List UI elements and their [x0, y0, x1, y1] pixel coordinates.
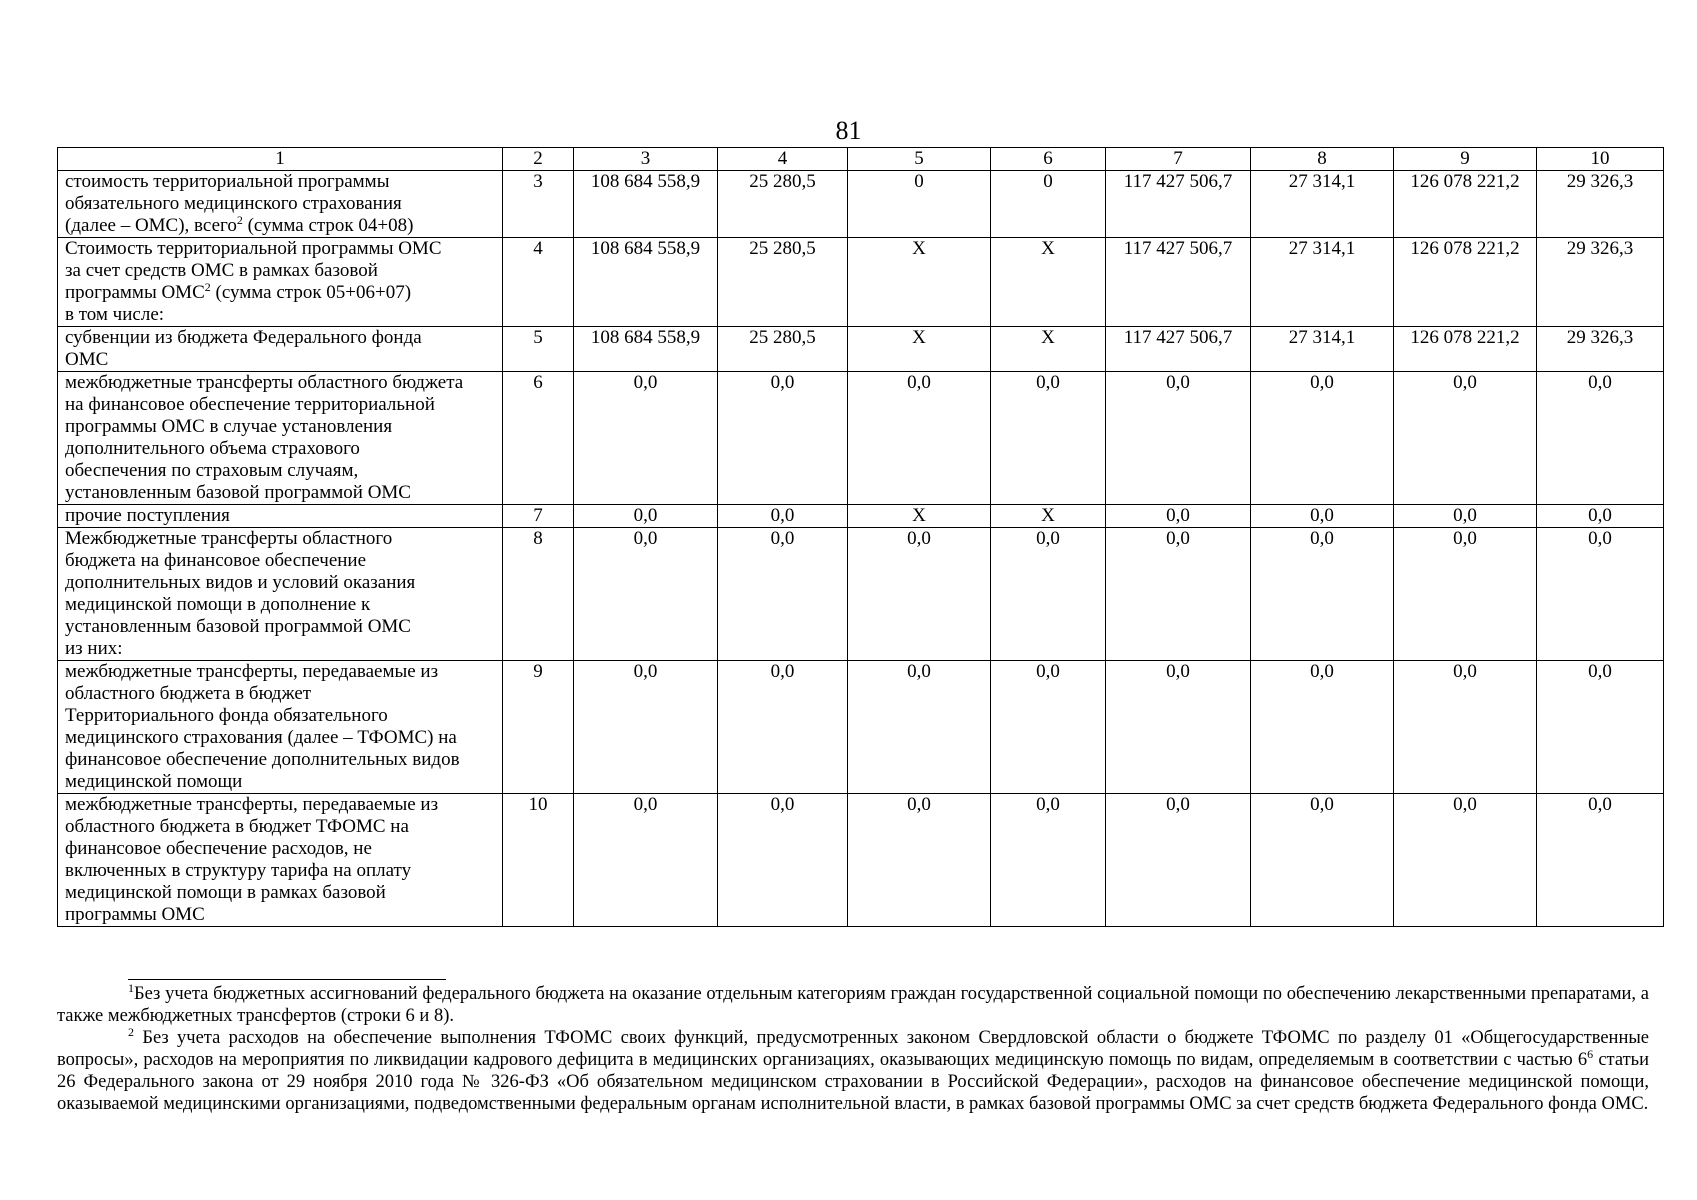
- value-cell: 0,0: [1251, 528, 1394, 661]
- value-cell: 0,0: [1394, 505, 1537, 528]
- row-description: [58, 505, 503, 528]
- row-description-line: дополнительного объема страхового: [65, 438, 360, 459]
- row-description: [58, 372, 503, 505]
- value-cell: 0,0: [1537, 794, 1664, 927]
- footnote-2-text: Без учета расходов на обеспечение выполнения ТФОМС своих функций, предусмотренных законом Свердловской области о бюджете ТФОМС по разделу 01 «Общегосударственные вопросы», расходов на мероприятия по ликвидации кадрового дефицита в медицинских организациях, оказывающих медицинскую помощь по видам, определяемым в соответствии с частью 6: [57, 1028, 1649, 1070]
- row-description-line: на финансовое обеспечение территориальной: [65, 394, 435, 415]
- footnote-2-mark: 2: [128, 1025, 134, 1039]
- row-description-line: программы ОМС: [65, 904, 205, 925]
- value-cell: 0,0: [574, 505, 718, 528]
- table-row: [58, 238, 1664, 327]
- row-description-line: включенных в структуру тарифа на оплату: [65, 860, 412, 881]
- value-cell: 0,0: [1537, 661, 1664, 794]
- value-cell: 0,0: [1394, 794, 1537, 927]
- value-cell: 0,0: [1106, 505, 1251, 528]
- column-number-header: 6: [991, 148, 1106, 171]
- table-row: [58, 372, 1664, 505]
- row-description-tail: (сумма строк 05+06+07): [210, 282, 412, 303]
- value-cell: 126 078 221,2: [1394, 171, 1537, 238]
- row-description-line: Стоимость территориальной программы ОМС: [65, 238, 442, 259]
- row-description-line: (далее – ОМС), всего: [65, 215, 237, 236]
- footnote-2-superscript: 6: [1587, 1047, 1594, 1061]
- value-cell: 27 314,1: [1251, 327, 1394, 372]
- table-row: [58, 661, 1664, 794]
- value-cell: 126 078 221,2: [1394, 238, 1537, 327]
- value-cell: 0: [991, 171, 1106, 238]
- value-cell: X: [848, 327, 991, 372]
- value-cell: 117 427 506,7: [1106, 171, 1251, 238]
- row-description-line: медицинской помощи: [65, 771, 243, 792]
- value-cell: 0,0: [574, 528, 718, 661]
- value-cell: 0,0: [1251, 661, 1394, 794]
- row-description-line: установленным базовой программой ОМС: [65, 482, 411, 503]
- value-cell: 0,0: [848, 528, 991, 661]
- value-cell: 117 427 506,7: [1106, 238, 1251, 327]
- value-cell: 0,0: [1251, 372, 1394, 505]
- footnotes: [57, 983, 1649, 1115]
- row-description-line: медицинской помощи в рамках базовой: [65, 882, 386, 903]
- row-number-cell: 4: [503, 238, 574, 327]
- row-description: [58, 528, 503, 661]
- value-cell: 0,0: [1106, 661, 1251, 794]
- value-cell: 117 427 506,7: [1106, 327, 1251, 372]
- row-description-line: стоимость территориальной программы: [65, 171, 390, 192]
- value-cell: 0,0: [1394, 372, 1537, 505]
- value-cell: X: [991, 238, 1106, 327]
- column-number-header: 7: [1106, 148, 1251, 171]
- value-cell: X: [848, 505, 991, 528]
- value-cell: 25 280,5: [718, 238, 848, 327]
- value-cell: 0,0: [1106, 528, 1251, 661]
- table-row: [58, 528, 1664, 661]
- row-description-line: в том числе:: [65, 304, 165, 325]
- value-cell: 0,0: [1106, 794, 1251, 927]
- table-row: [58, 327, 1664, 372]
- value-cell: 126 078 221,2: [1394, 327, 1537, 372]
- value-cell: 0,0: [991, 661, 1106, 794]
- footnote-reference: 2: [204, 280, 211, 294]
- row-number-cell: 6: [503, 372, 574, 505]
- row-description-line: ОМС: [65, 349, 109, 370]
- column-number-header: 8: [1251, 148, 1394, 171]
- row-description-line: областного бюджета в бюджет ТФОМС на: [65, 816, 409, 837]
- row-number-cell: 8: [503, 528, 574, 661]
- footnote-reference: 2: [236, 213, 243, 227]
- row-number-cell: 9: [503, 661, 574, 794]
- value-cell: X: [991, 327, 1106, 372]
- row-description-line: прочие поступления: [65, 505, 230, 526]
- row-description-line: обеспечения по страховым случаям,: [65, 460, 359, 481]
- value-cell: 0,0: [574, 661, 718, 794]
- value-cell: 0,0: [1537, 505, 1664, 528]
- footnote-divider: [128, 979, 446, 980]
- page-number: 81: [835, 116, 862, 145]
- value-cell: 0,0: [1537, 528, 1664, 661]
- value-cell: 0,0: [718, 794, 848, 927]
- value-cell: 0,0: [1537, 372, 1664, 505]
- footnote-1: [57, 983, 1649, 1027]
- value-cell: 0,0: [1251, 505, 1394, 528]
- row-description: [58, 661, 503, 794]
- row-description-line: Территориального фонда обязательного: [65, 705, 388, 726]
- row-description-line: программы ОМС в случае установления: [65, 416, 393, 437]
- value-cell: 0,0: [718, 372, 848, 505]
- value-cell: 108 684 558,9: [574, 171, 718, 238]
- value-cell: 0,0: [574, 372, 718, 505]
- row-description: [58, 794, 503, 927]
- footnote-2-text-end: статьи 26 Федерального закона от 29 ноября 2010 года № 326-ФЗ «Об обязательном медицинском страховании в Российской Федерации», расходов на финансовое обеспечение медицинской помощи, оказываемой медицинскими организациями, подведомственными федеральным органам исполнительной власти, в рамках базовой программы ОМС за счет средств бюджета Федерального фонда ОМС.: [57, 1050, 1649, 1114]
- row-description-line: дополнительных видов и условий оказания: [65, 572, 416, 593]
- value-cell: 0,0: [718, 528, 848, 661]
- value-cell: 108 684 558,9: [574, 327, 718, 372]
- row-description-line: за счет средств ОМС в рамках базовой: [65, 260, 378, 281]
- value-cell: 29 326,3: [1537, 238, 1664, 327]
- value-cell: X: [848, 238, 991, 327]
- row-description-line: бюджета на финансовое обеспечение: [65, 550, 367, 571]
- value-cell: 0: [848, 171, 991, 238]
- column-number-header: 4: [718, 148, 848, 171]
- value-cell: 0,0: [991, 372, 1106, 505]
- value-cell: 0,0: [1251, 794, 1394, 927]
- value-cell: 0,0: [718, 661, 848, 794]
- value-cell: 25 280,5: [718, 171, 848, 238]
- row-description-line: обязательного медицинского страхования: [65, 193, 402, 214]
- row-description-tail: (сумма строк 04+08): [242, 215, 414, 236]
- value-cell: 29 326,3: [1537, 171, 1664, 238]
- row-number-cell: 3: [503, 171, 574, 238]
- value-cell: 0,0: [1394, 528, 1537, 661]
- row-description-line: из них:: [65, 638, 123, 659]
- row-description-line: медицинской помощи в дополнение к: [65, 594, 371, 615]
- value-cell: 0,0: [1106, 372, 1251, 505]
- column-number-header: 5: [848, 148, 991, 171]
- row-description-line: финансовое обеспечение расходов, не: [65, 838, 372, 859]
- row-description-line: межбюджетные трансферты, передаваемые из: [65, 794, 439, 815]
- column-number-header: 1: [58, 148, 503, 171]
- value-cell: 0,0: [574, 794, 718, 927]
- column-number-header: 2: [503, 148, 574, 171]
- value-cell: 0,0: [991, 528, 1106, 661]
- value-cell: 0,0: [1394, 661, 1537, 794]
- table-row: [58, 171, 1664, 238]
- footnote-2: [57, 1027, 1649, 1115]
- row-description-line: межбюджетные трансферты областного бюджета: [65, 372, 464, 393]
- table-row: [58, 505, 1664, 528]
- row-description-line: областного бюджета в бюджет: [65, 683, 312, 704]
- row-description: [58, 171, 503, 238]
- row-description-line: Межбюджетные трансферты областного: [65, 528, 393, 549]
- row-description-line: субвенции из бюджета Федерального фонда: [65, 327, 422, 348]
- value-cell: X: [991, 505, 1106, 528]
- column-number-header: 9: [1394, 148, 1537, 171]
- row-description-line: финансовое обеспечение дополнительных видов: [65, 749, 460, 770]
- footnote-1-mark: 1: [128, 981, 134, 995]
- column-number-header: 3: [574, 148, 718, 171]
- value-cell: 29 326,3: [1537, 327, 1664, 372]
- value-cell: 27 314,1: [1251, 171, 1394, 238]
- row-description-line: установленным базовой программой ОМС: [65, 616, 411, 637]
- value-cell: 0,0: [718, 505, 848, 528]
- value-cell: 0,0: [848, 794, 991, 927]
- value-cell: 0,0: [991, 794, 1106, 927]
- row-number-cell: 5: [503, 327, 574, 372]
- row-description-line: медицинского страхования (далее – ТФОМС) на: [65, 727, 457, 748]
- row-number-cell: 7: [503, 505, 574, 528]
- value-cell: 27 314,1: [1251, 238, 1394, 327]
- row-description: [58, 238, 503, 327]
- row-number-cell: 10: [503, 794, 574, 927]
- budget-table: [57, 147, 1664, 927]
- value-cell: 108 684 558,9: [574, 238, 718, 327]
- column-number-header: 10: [1537, 148, 1664, 171]
- value-cell: 0,0: [848, 372, 991, 505]
- value-cell: 25 280,5: [718, 327, 848, 372]
- row-description-line: программы ОМС: [65, 282, 205, 303]
- row-description-line: межбюджетные трансферты, передаваемые из: [65, 661, 439, 682]
- table-row: [58, 794, 1664, 927]
- row-description: [58, 327, 503, 372]
- footnote-1-text: Без учета бюджетных ассигнований федерального бюджета на оказание отдельным категориям граждан государственной социальной помощи по обеспечению лекарственными препаратами, а также межбюджетных трансфертов (строки 6 и 8).: [57, 984, 1649, 1026]
- table-header-row: [58, 148, 1664, 171]
- value-cell: 0,0: [848, 661, 991, 794]
